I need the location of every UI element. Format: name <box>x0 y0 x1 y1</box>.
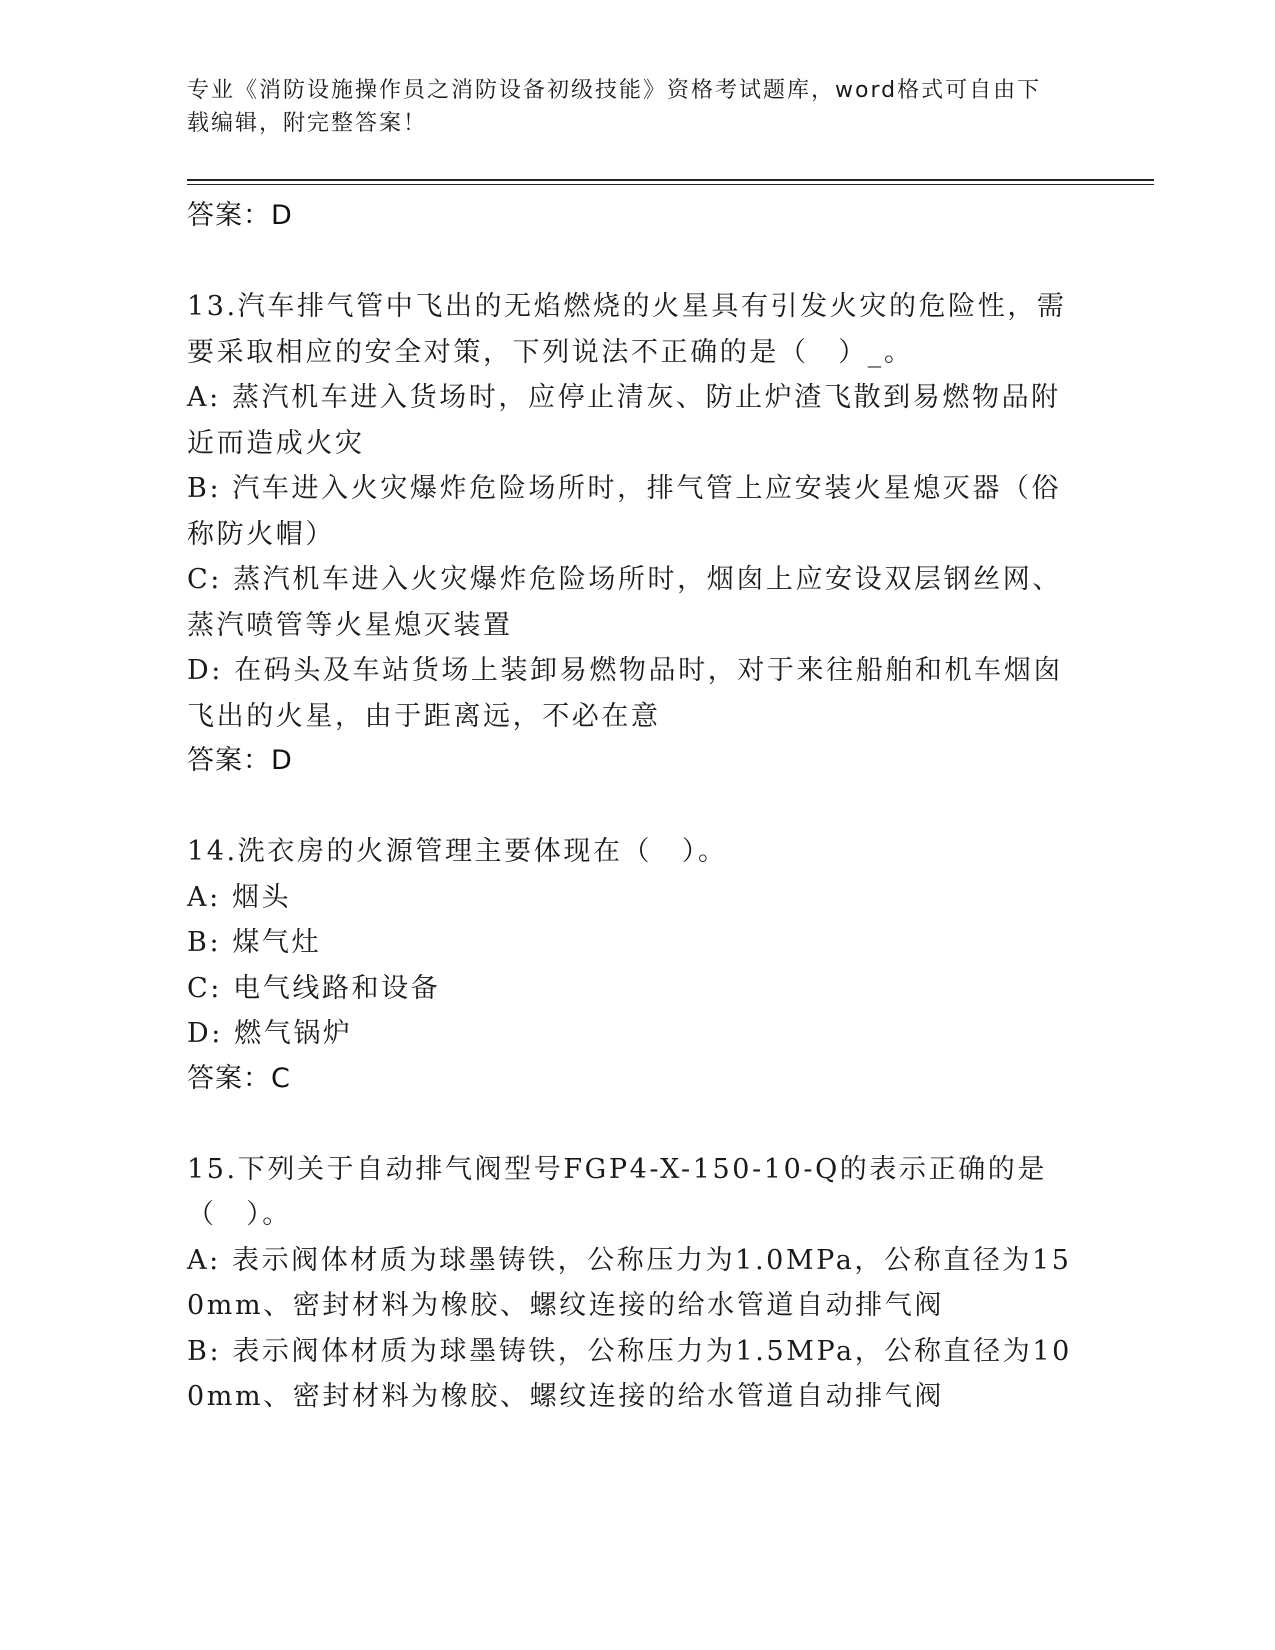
option-b: B: 汽车进入火灾爆炸危险场所时，排气管上应安装火星熄灭器（俗称防火帽） <box>187 473 1062 550</box>
question-stem: 14.洗衣房的火源管理主要体现在（ ）。 <box>187 836 728 867</box>
question-stem: 15.下列关于自动排气阀型号FGP4-X-150-10-Q的表示正确的是（ ）。 <box>187 1153 1048 1230</box>
answer-12: 答案：D <box>187 200 293 231</box>
header-rule-thin <box>187 184 1154 185</box>
question-answer: 答案：C <box>187 1062 291 1094</box>
header-line-1: 专业《消防设施操作员之消防设备初级技能》资格考试题库，word格式可自由下 <box>187 78 1042 103</box>
option-c: C: 电气线路和设备 <box>187 972 441 1004</box>
document-header <box>187 74 1087 140</box>
question-13 <box>187 284 1087 781</box>
question-answer: 答案：D <box>187 745 293 776</box>
question-14 <box>187 829 1087 1099</box>
option-a: A: 烟头 <box>187 881 292 913</box>
header-rule-thick <box>187 179 1154 181</box>
option-d: D: 在码头及车站货场上装卸易燃物品时，对于来往船舶和机车烟囱飞出的火星，由于距离远，不必在意 <box>187 655 1063 732</box>
header-line-2: 载编辑，附完整答案！ <box>187 111 428 136</box>
option-d: D: 燃气锅炉 <box>187 1018 353 1049</box>
option-c: C: 蒸汽机车进入火灾爆炸危险场所时，烟囱上应安设双层钢丝网、蒸汽喷管等火星熄灭装置 <box>187 564 1062 641</box>
question-list <box>187 190 1087 1420</box>
question-stem: 13.汽车排气管中飞出的无焰燃烧的火星具有引发火灾的危险性，需要采取相应的安全对策，下列说法不正确的是（ ）_。 <box>187 291 1067 368</box>
option-b: B: 煤气灶 <box>187 927 322 958</box>
option-a: A: 表示阀体材质为球墨铸铁，公称压力为1.0MPa，公称直径为150mm、密封材料为橡胶、螺纹连接的给水管道自动排气阀 <box>187 1244 1072 1321</box>
question-15 <box>187 1147 1087 1420</box>
option-a: A: 蒸汽机车进入货场时，应停止清灰、防止炉渣飞散到易燃物品附近而造成火灾 <box>187 382 1061 459</box>
option-b: B: 表示阀体材质为球墨铸铁，公称压力为1.5MPa，公称直径为100mm、密封材料为橡胶、螺纹连接的给水管道自动排气阀 <box>187 1335 1072 1412</box>
